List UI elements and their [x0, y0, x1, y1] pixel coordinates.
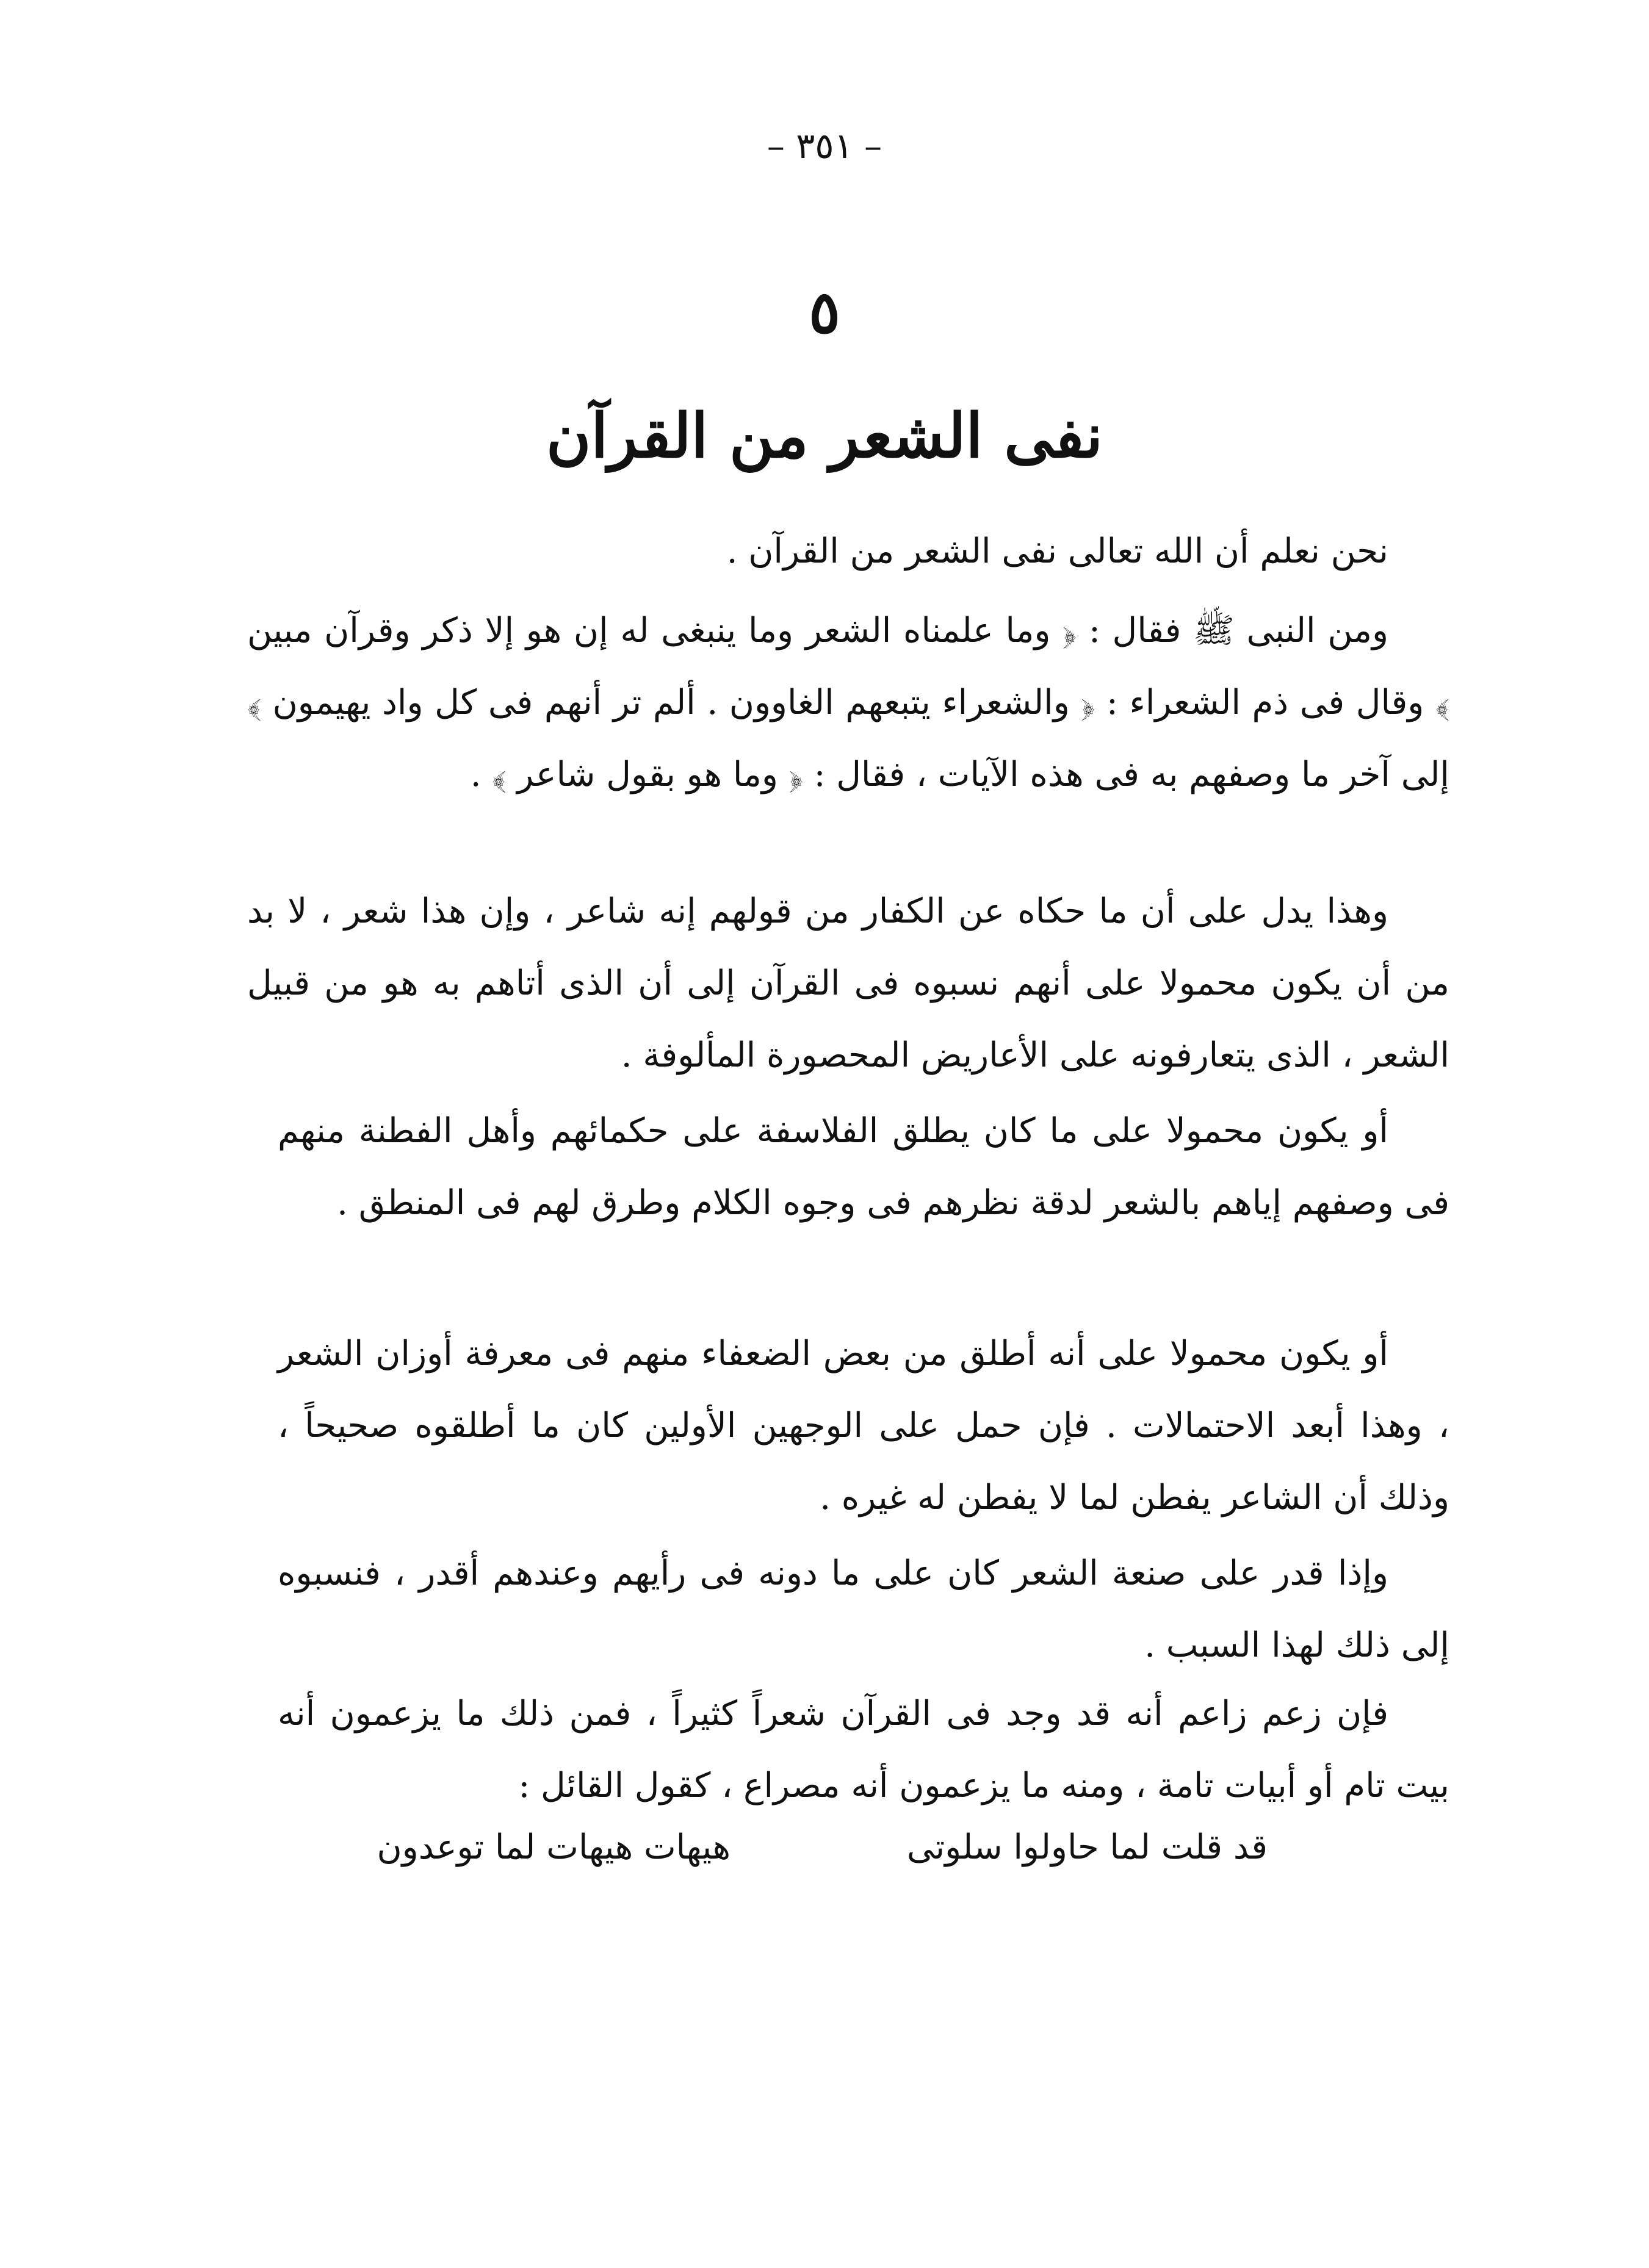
paragraph-text: نحن نعلم أن الله تعالى نفى الشعر من القرآن .	[726, 531, 1388, 571]
paragraph-text: ومن النبى ﷺ فقال : ﴿ وما علمناه الشعر وما ينبغى له إن هو إلا ذكر وقرآن مبين ﴾ وقال فى ذم الشعراء : ﴿ والشعراء يتبعهم الغاوون . ألم تر أنهم فى كل واد يهيمون ﴾ إلى آخر ما وصفهم به فى هذه الآيات ، فقال : ﴿ وما هو بقول شاعر ﴾ .	[247, 611, 1449, 794]
paragraph-quran-quotes	[247, 595, 1449, 811]
verse-second-hemistich: هيهات هيهات لما توعدون	[377, 1827, 731, 1867]
verse-first-hemistich: قد قلت لما حاولوا سلوتى	[906, 1827, 1268, 1867]
paragraph-text: وإذا قدر على صنعة الشعر كان على ما دونه فى رأيهم وعندهم أقدر ، فنسبوه إلى ذلك لهذا السبب .	[278, 1553, 1449, 1665]
page-number: – ٣٥١ –	[767, 125, 882, 167]
paragraph-claim	[278, 1678, 1449, 1822]
paragraph-philosophers	[278, 1095, 1449, 1239]
chapter-title: نفى الشعر من القرآن	[546, 400, 1103, 472]
paragraph-text: أو يكون محمولا على ما كان يطلق الفلاسفة على حكمائهم وأهل الفطنة منهم فى وصفهم إياهم بالشعر لدقة نظرهم فى وجوه الكلام وطرق لهم فى المنطق .	[278, 1111, 1449, 1223]
paragraph-intro	[247, 516, 1449, 588]
paragraph-text: فإن زعم زاعم أنه قد وجد فى القرآن شعراً كثيراً ، فمن ذلك ما يزعمون أنه بيت تام أو أبيات تامة ، ومنه ما يزعمون أنه مصراع ، كقول القائل :	[278, 1694, 1449, 1805]
paragraph-ability	[278, 1538, 1449, 1682]
paragraph-weak-ones	[278, 1318, 1449, 1534]
paragraph-text: وهذا يدل على أن ما حكاه عن الكفار من قولهم إنه شاعر ، وإن هذا شعر ، لا بد من أن يكون محمولا على أنهم نسبوه فى القرآن إلى أن الذى أتاهم به هو من قبيل الشعر ، الذى يتعارفونه على الأعاريض المحصورة المألوفة .	[247, 891, 1449, 1075]
paragraph-text: أو يكون محمولا على أنه أطلق من بعض الضعفاء منهم فى معرفة أوزان الشعر ، وهذا أبعد الاحتمالات . فإن حمل على الوجهين الأولين كان ما أطلقوه صحيحاً ، وذلك أن الشاعر يفطن لما لا يفطن له غيره .	[278, 1334, 1449, 1517]
paragraph-kuffar-claim	[247, 876, 1449, 1092]
chapter-number: ٥	[809, 278, 840, 347]
